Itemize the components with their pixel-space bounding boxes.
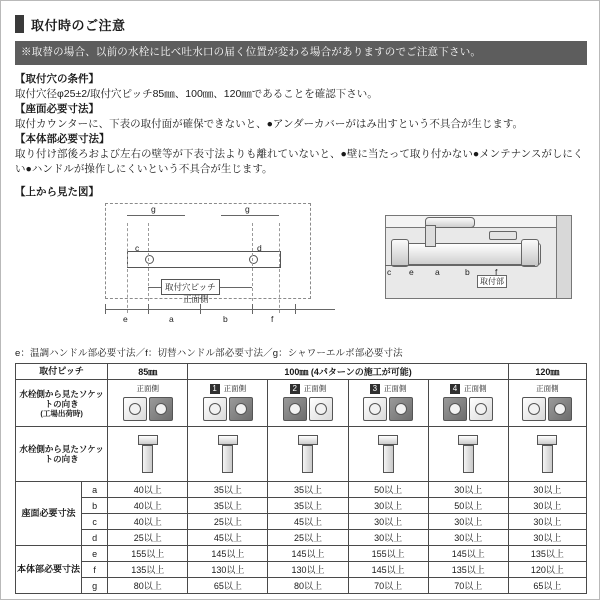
socket-cell: [108, 380, 188, 427]
socket-cell: [188, 427, 268, 482]
dim-label-c: c: [387, 267, 392, 278]
row-label: f: [82, 562, 108, 578]
socket-cell: [108, 427, 188, 482]
mount-callout: 取付部: [477, 275, 507, 288]
socket-icon-group: [429, 394, 508, 424]
dim-line: [127, 215, 185, 216]
socket-icon: [203, 397, 227, 421]
socket-cell: [348, 380, 428, 427]
dim-label-a: a: [169, 314, 174, 325]
socket-icon-group: [188, 394, 267, 424]
table-row: [16, 578, 587, 594]
socket-cell: [188, 380, 268, 427]
row-label: e: [82, 546, 108, 562]
condition-item: [15, 102, 587, 117]
table-cell: 70以上: [428, 578, 508, 594]
temperature-handle: [391, 239, 409, 267]
socket-icon: [123, 397, 147, 421]
table-cell: 145以上: [348, 562, 428, 578]
socket-icon: [443, 397, 467, 421]
row-label: d: [82, 530, 108, 546]
condition-item: [15, 72, 587, 87]
table-cell: 40以上: [108, 498, 188, 514]
table-cell: 30以上: [508, 482, 586, 498]
table-row: [16, 562, 587, 578]
notice-banner: ※取替の場合、以前の水栓に比べ吐水口の届く位置が変わる場合がありますのでご注意下さい。: [15, 41, 587, 65]
pitch-callout: 取付穴ピッチ: [161, 279, 220, 295]
pipe-icon: [302, 445, 313, 473]
table-cell: 30以上: [508, 498, 586, 514]
socket-cell: [348, 427, 428, 482]
table-cell: 130以上: [188, 562, 268, 578]
table-cell: 30以上: [428, 482, 508, 498]
condition-text: 取り付け部後ろおよび左右の壁等が下表寸法よりも離れていないと、●壁に当たって取り付かない●メンテナンスがしにくい●ハンドルが操作しにくいという不具合が生じます。: [15, 147, 584, 175]
diverter-handle: [521, 239, 539, 267]
table-cell: 135以上: [108, 562, 188, 578]
dim-label-e: e: [409, 267, 414, 278]
row-label: g: [82, 578, 108, 594]
table-cell: 30以上: [348, 530, 428, 546]
pattern-tag-2: 2: [290, 384, 300, 394]
table-cell: 145以上: [428, 546, 508, 562]
table-cell: 45以上: [268, 514, 348, 530]
front-side-label: [429, 383, 508, 394]
table-row: [16, 546, 587, 562]
table-cell: 65以上: [188, 578, 268, 594]
table-header-pitch-100: 100㎜ (4パターンの施工が可能): [188, 364, 509, 380]
guide-line: [252, 223, 253, 301]
table-row: [16, 427, 587, 482]
pattern-tag-4: 4: [450, 384, 460, 394]
page-title: [15, 13, 587, 35]
table-cell: 50以上: [348, 482, 428, 498]
condition-text: 取付カウンターに、下表の取付面が確保できないと、●アンダーカバーがはみ出すという不具合が生じます。: [15, 117, 524, 130]
row-header-socket-top: [16, 380, 108, 427]
row-label: c: [82, 514, 108, 530]
conditions-block: [15, 72, 587, 176]
socket-icon-group: [108, 394, 187, 424]
dim-label-b: b: [223, 314, 228, 325]
table-cell: 145以上: [268, 546, 348, 562]
pattern-tag-1: 1: [210, 384, 220, 394]
table-row: [16, 380, 587, 427]
table-cell: 120以上: [508, 562, 586, 578]
pipe-top-icon: [298, 435, 318, 445]
table-cell: 35以上: [268, 482, 348, 498]
dim-tick: [200, 304, 201, 314]
dim-label-e: e: [123, 314, 128, 325]
condition-heading: 【座面必要寸法】: [15, 102, 99, 115]
lever-handle: [489, 231, 517, 240]
socket-cell: [508, 380, 586, 427]
socket-icon-group: [268, 394, 347, 424]
table-cell: 30以上: [508, 530, 586, 546]
guide-line: [279, 223, 280, 313]
table-cell: 30以上: [508, 514, 586, 530]
dim-tick: [105, 304, 106, 314]
condition-item: [15, 132, 587, 147]
socket-icon: [389, 397, 413, 421]
faucet-body: [399, 243, 541, 265]
table-cell: 35以上: [188, 482, 268, 498]
socket-cell: [268, 427, 348, 482]
pipe-icon: [142, 445, 153, 473]
table-row: [16, 364, 587, 380]
socket-icon: [283, 397, 307, 421]
counter-side-face: [556, 215, 572, 299]
legend-text: e：温調ハンドル部必要寸法／f：切替ハンドル部必要寸法／g：シャワーエルボ部必要寸法: [15, 348, 403, 360]
pipe-top-icon: [378, 435, 398, 445]
socket-cell: [268, 380, 348, 427]
table-cell: 30以上: [348, 514, 428, 530]
guide-line: [148, 223, 149, 301]
front-side-label: [268, 383, 347, 394]
row-label: b: [82, 498, 108, 514]
pipe-icon: [383, 445, 394, 473]
socket-icon: [548, 397, 572, 421]
row-header-socket-top-label: 水栓側から見たソケットの向き: [19, 389, 104, 410]
condition-heading: 【取付穴の条件】: [15, 73, 99, 86]
spec-table: [15, 363, 587, 594]
dim-tick: [252, 304, 253, 314]
figure-caption: 【上から見た図】: [15, 186, 99, 199]
table-row: [16, 514, 587, 530]
pipe-top-icon: [138, 435, 158, 445]
front-side-label-text: 正面側: [223, 383, 247, 393]
table-header-pitch-85: 85㎜: [108, 364, 188, 380]
row-header-socket-note: (工場出荷時): [40, 408, 83, 418]
pipe-top-icon: [537, 435, 557, 445]
dim-tick: [295, 304, 296, 314]
pipe-icon: [542, 445, 553, 473]
table-cell: 80以上: [108, 578, 188, 594]
condition-text: 取付穴径φ25±2/取付穴ピッチ85㎜、100㎜、120㎜であることを確認下さい。: [15, 88, 378, 101]
dim-label-g: g: [245, 204, 250, 215]
socket-icon: [522, 397, 546, 421]
figure-area: [15, 201, 587, 343]
table-cell: 35以上: [268, 498, 348, 514]
table-cell: 135以上: [508, 546, 586, 562]
front-side-label: 正面側: [536, 383, 559, 393]
table-cell: 30以上: [428, 514, 508, 530]
front-side-label-text: 正面側: [464, 383, 487, 393]
table-cell: 25以上: [108, 530, 188, 546]
table-cell: 70以上: [348, 578, 428, 594]
dim-label-g: g: [151, 204, 156, 215]
socket-cell: [428, 380, 508, 427]
row-header-socket-bottom: 水栓側から見たソケットの向き: [16, 427, 108, 482]
table-cell: 35以上: [188, 498, 268, 514]
front-side-label: [188, 383, 267, 394]
row-label: a: [82, 482, 108, 498]
table-cell: 25以上: [188, 514, 268, 530]
socket-icon-group: [349, 394, 428, 424]
socket-icon: [229, 397, 253, 421]
dim-label-f: f: [271, 314, 274, 325]
table-cell: 30以上: [428, 530, 508, 546]
socket-icon-group: [509, 394, 586, 424]
table-row: [16, 530, 587, 546]
perspective-diagram: [365, 201, 580, 341]
table-cell: 80以上: [268, 578, 348, 594]
table-cell: 30以上: [348, 498, 428, 514]
table-cell: 65以上: [508, 578, 586, 594]
front-side-label: [349, 383, 428, 394]
document-body: [15, 13, 587, 592]
dim-label-a: a: [435, 267, 440, 278]
table-cell: 25以上: [268, 530, 348, 546]
shower-elbow-stem: [425, 225, 436, 247]
socket-icon: [469, 397, 493, 421]
pipe-icon: [222, 445, 233, 473]
dim-label-c: c: [135, 243, 140, 254]
socket-icon: [149, 397, 173, 421]
pipe-top-icon: [218, 435, 238, 445]
dim-label-d: d: [257, 243, 262, 254]
top-view-diagram: [105, 201, 345, 341]
pipe-icon: [463, 445, 474, 473]
table-cell: 155以上: [108, 546, 188, 562]
table-cell: 145以上: [188, 546, 268, 562]
socket-cell: [508, 427, 586, 482]
front-side-label: 正面側: [183, 294, 209, 305]
table-cell: 45以上: [188, 530, 268, 546]
table-row: [16, 482, 587, 498]
title-marker-icon: [15, 15, 24, 33]
front-side-label-text: 正面側: [303, 383, 327, 393]
socket-cell: [428, 427, 508, 482]
dim-line: [385, 265, 535, 266]
page-title-text: 取付時のご注意: [31, 17, 126, 33]
table-header-pitch-120: 120㎜: [508, 364, 586, 380]
table-cell: 40以上: [108, 482, 188, 498]
dim-tick: [148, 304, 149, 314]
dim-label-f: f: [495, 267, 498, 278]
table-row: [16, 498, 587, 514]
row-group-body: 本体部必要寸法: [16, 546, 82, 594]
pattern-tag-3: 3: [370, 384, 380, 394]
condition-heading: 【本体部必要寸法】: [15, 132, 110, 145]
dim-label-b: b: [465, 267, 470, 278]
dim-line: [105, 309, 335, 310]
table-cell: 40以上: [108, 514, 188, 530]
table-cell: 135以上: [428, 562, 508, 578]
table-cell: 155以上: [348, 546, 428, 562]
pipe-top-icon: [458, 435, 478, 445]
dim-line: [221, 215, 279, 216]
table-cell: 50以上: [428, 498, 508, 514]
socket-icon: [309, 397, 333, 421]
table-cell: 130以上: [268, 562, 348, 578]
front-side-label-text: 正面側: [383, 383, 407, 393]
row-group-seat: 座面必要寸法: [16, 482, 82, 546]
guide-line: [127, 223, 128, 313]
front-side-label: 正面側: [136, 383, 159, 393]
socket-icon: [363, 397, 387, 421]
table-header-pitch: 取付ピッチ: [16, 364, 108, 380]
